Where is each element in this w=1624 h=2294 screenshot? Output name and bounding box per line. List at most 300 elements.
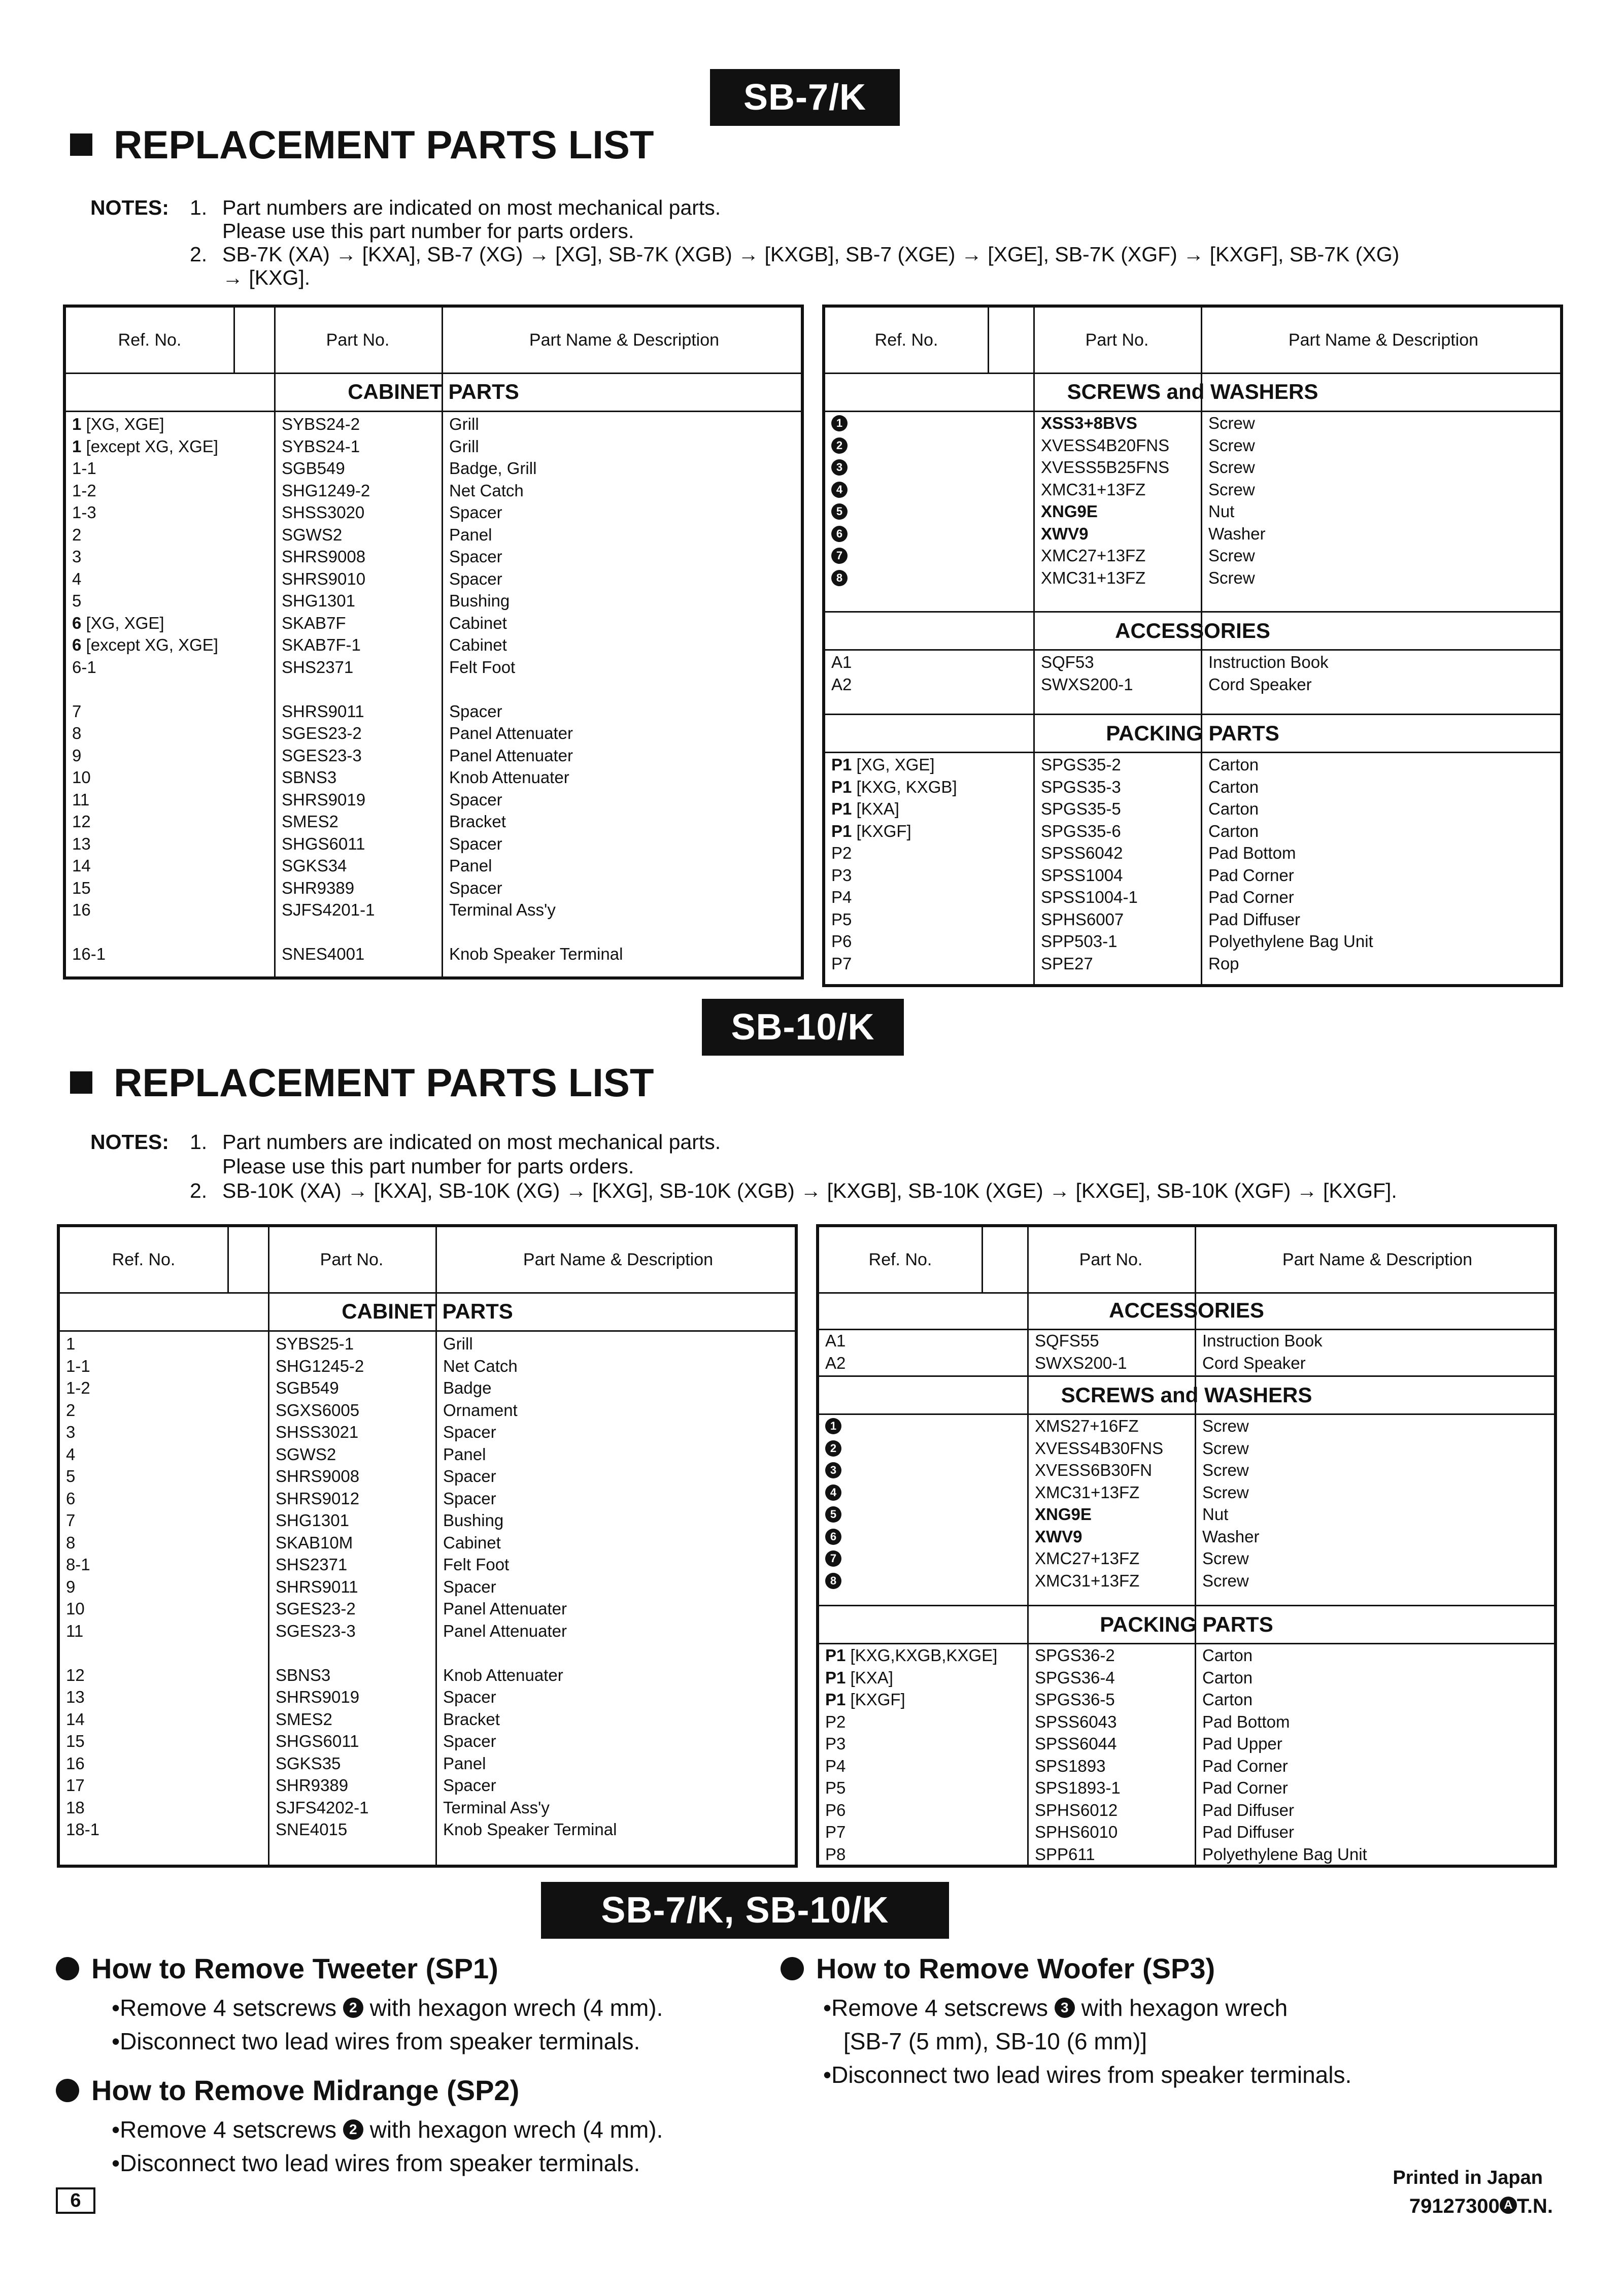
ref-number-icon: 8 [831, 570, 848, 586]
part-no-cell: SPHS6010 [1035, 1823, 1118, 1841]
ref-no-cell: 13 [72, 834, 91, 853]
part-name-cell: Spacer [449, 834, 502, 853]
header-part-no: Part No. [326, 330, 390, 350]
sb10-cabinet-table [57, 1224, 798, 1868]
part-name-cell: Carton [1208, 799, 1259, 818]
part-name-cell: Polyethylene Bag Unit [1208, 932, 1373, 951]
part-no-cell: SHSS3020 [282, 503, 365, 522]
part-name-cell: Screw [1202, 1549, 1249, 1568]
part-name-cell: Polyethylene Bag Unit [1202, 1844, 1367, 1864]
part-no-cell: SHRS9019 [282, 790, 366, 809]
note-text: Please use this part number for parts orders. [222, 219, 634, 243]
table-row [825, 820, 1560, 842]
part-name-cell: Carton [1208, 755, 1259, 774]
tweeter-step-2: •Disconnect two lead wires from speaker terminals. [112, 2028, 640, 2054]
woofer-heading: How to Remove Woofer (SP3) [781, 1952, 1351, 1985]
table-row [66, 943, 801, 965]
part-no-cell: SPHS6007 [1041, 909, 1124, 929]
ref-no-cell: 11 [72, 790, 90, 809]
part-no-cell: SGES23-2 [282, 724, 362, 743]
square-bullet-icon [70, 133, 92, 156]
part-name-cell: Spacer [443, 1577, 496, 1596]
part-no-cell: SPHS6012 [1035, 1800, 1118, 1819]
table-row [66, 921, 801, 943]
part-name-cell: Knob Speaker Terminal [443, 1820, 617, 1839]
part-no-cell: SPS1893 [1035, 1756, 1106, 1775]
part-name-cell: Spacer [443, 1467, 496, 1486]
ref-no-cell: P1 [XG, XGE] [831, 755, 935, 774]
ref-no-cell: 6 [66, 1489, 76, 1508]
part-no-cell: SGB549 [282, 459, 345, 478]
ref-no-cell: 10 [72, 768, 91, 787]
square-bullet-icon [70, 1071, 92, 1094]
part-name-cell: Spacer [449, 503, 502, 522]
section-screws-washers: SCREWS and WASHERS [819, 1377, 1554, 1415]
ref-no-cell: 1-3 [72, 503, 96, 522]
ref-no-cell: P1 [KXGF] [831, 821, 911, 840]
part-no-cell: XSS3+8BVS [1041, 414, 1137, 432]
woofer-step-1-sizes: [SB-7 (5 mm), SB-10 (6 mm)] [843, 2028, 1147, 2054]
table-row [819, 1437, 1554, 1460]
part-no-cell: XVESS6B30FN [1035, 1461, 1153, 1479]
bullet-icon [781, 1957, 804, 1980]
ref-number-icon: 7 [831, 548, 848, 564]
sb10-accessories-table [816, 1224, 1557, 1868]
part-no-cell: SHRS9011 [276, 1577, 358, 1596]
ref-no-cell: 10 [66, 1599, 85, 1618]
part-name-cell: Washer [1208, 524, 1266, 543]
table-row [825, 567, 1560, 589]
part-no-cell: SHRS9008 [282, 547, 366, 566]
part-name-cell: Screw [1202, 1482, 1249, 1502]
table-row [60, 1620, 795, 1642]
table-row [819, 1843, 1554, 1866]
table-row [60, 1333, 795, 1355]
part-name-cell: Spacer [443, 1688, 496, 1706]
ref-no-cell: 16 [72, 900, 91, 919]
part-name-cell: Felt Foot [449, 657, 516, 677]
part-no-cell: SGES23-3 [282, 746, 362, 765]
table-row [825, 864, 1560, 887]
part-name-cell: Carton [1202, 1690, 1253, 1709]
part-name-cell: Panel Attenuater [443, 1599, 567, 1618]
part-no-cell: SPSS6044 [1035, 1734, 1117, 1753]
table-row [60, 1642, 795, 1664]
ref-no-cell: 9 [66, 1577, 76, 1596]
part-name-cell: Pad Corner [1202, 1778, 1288, 1797]
part-name-cell: Carton [1208, 821, 1259, 840]
part-no-cell: SQF53 [1041, 653, 1094, 671]
part-name-cell: Rop [1208, 954, 1239, 973]
ref-number-icon: 6 [831, 526, 848, 542]
note-text: → [KXG]. [222, 266, 311, 289]
table-row [825, 500, 1560, 523]
table-row [60, 1708, 795, 1731]
ref-no-cell: 5 [66, 1467, 76, 1486]
part-name-cell: Spacer [443, 1423, 496, 1441]
part-name-cell: Pad Corner [1208, 865, 1294, 885]
part-no-cell: XMC31+13FZ [1035, 1571, 1140, 1590]
sb7-section-title [70, 122, 654, 168]
table-row [60, 1554, 795, 1576]
ref-no-cell: A1 [825, 1331, 846, 1350]
ref-no-cell: 3 [66, 1423, 76, 1441]
part-no-cell: SBNS3 [276, 1665, 331, 1684]
part-no-cell: SJFS4202-1 [276, 1798, 369, 1817]
table-row [66, 435, 801, 458]
ref-no-cell: P7 [825, 1823, 846, 1841]
sb7-model-badge: SB-7/K [710, 69, 900, 126]
tweeter-step-1: •Remove 4 setscrews 2 with hexagon wrech (4 mm). [112, 1995, 663, 2021]
table-row [819, 1689, 1554, 1711]
ref-no-cell: 13 [66, 1688, 85, 1706]
table-row [60, 1532, 795, 1554]
part-name-cell: Screw [1208, 458, 1255, 477]
part-no-cell: SHR9389 [282, 878, 355, 897]
part-no-cell: XVESS4B30FNS [1035, 1438, 1164, 1458]
part-no-cell: SGKS35 [276, 1753, 341, 1773]
ref-number-icon: 2 [825, 1440, 841, 1457]
part-no-cell: XVESS5B25FNS [1041, 458, 1170, 477]
part-no-cell: SPE27 [1041, 954, 1093, 973]
header-part-name: Part Name & Description [523, 1250, 714, 1269]
part-name-cell: Panel Attenuater [443, 1621, 567, 1640]
part-no-cell: SPP503-1 [1041, 932, 1118, 951]
ref-no-cell: 6 [XG, XGE] [72, 613, 164, 632]
part-name-cell: Spacer [449, 547, 502, 566]
table-row [60, 1443, 795, 1466]
table-header [819, 1227, 1554, 1294]
part-name-cell: Carton [1202, 1668, 1253, 1687]
ref-number-icon: 4 [825, 1485, 841, 1501]
part-no-cell: SPGS35-2 [1041, 755, 1121, 774]
part-name-cell: Ornament [443, 1400, 518, 1420]
part-no-cell: SHGS6011 [276, 1732, 359, 1750]
ref-number-icon: 1 [831, 415, 848, 431]
part-no-cell: SHRS9008 [276, 1467, 360, 1486]
part-name-cell: Spacer [449, 878, 502, 897]
ref-no-cell: 8-1 [66, 1555, 90, 1574]
table-row [60, 1797, 795, 1819]
removal-model-badge: SB-7/K, SB-10/K [541, 1882, 949, 1939]
table-row [825, 673, 1560, 696]
ref-no-cell: A1 [831, 653, 852, 671]
ref-no-cell: 16-1 [72, 944, 106, 963]
part-no-cell: SPGS35-3 [1041, 777, 1121, 796]
ref-no-cell: 1 [XG, XGE] [72, 415, 164, 433]
ref-no-cell: P5 [825, 1778, 846, 1797]
ref-no-cell: 1-1 [72, 459, 96, 478]
part-no-cell: SPGS35-5 [1041, 799, 1121, 818]
part-name-cell: Bushing [449, 591, 510, 610]
ref-no-cell: 7 [66, 1511, 76, 1530]
table-row [66, 590, 801, 612]
ref-no-cell: 8 [72, 724, 82, 743]
table-row [60, 1774, 795, 1797]
table-row [66, 480, 801, 502]
table-row [819, 1330, 1554, 1352]
ref-no-cell: P3 [831, 865, 852, 885]
sb7-notes [90, 195, 1562, 297]
part-no-cell: SKAB10M [276, 1533, 353, 1552]
header-ref-no: Ref. No. [868, 1250, 932, 1269]
ref-no-cell: P1 [KXA] [831, 799, 899, 818]
part-name-cell: Bracket [443, 1709, 500, 1729]
part-no-cell: SPGS35-6 [1041, 821, 1121, 840]
part-name-cell: Nut [1208, 502, 1235, 521]
part-name-cell: Terminal Ass'y [449, 900, 556, 919]
table-row [825, 523, 1560, 545]
ref-no-cell: 3 [72, 547, 82, 566]
header-part-no: Part No. [320, 1250, 384, 1269]
part-no-cell: SNE4015 [276, 1820, 348, 1839]
table-row [825, 651, 1560, 673]
part-no-cell: SBNS3 [282, 768, 337, 787]
table-row [66, 700, 801, 723]
table-row [60, 1818, 795, 1841]
ref-no-cell: 14 [72, 856, 91, 875]
header-part-name: Part Name & Description [529, 330, 720, 350]
note-text: Part numbers are indicated on most mechanical parts. [222, 196, 721, 219]
part-name-cell: Pad Diffuser [1202, 1800, 1294, 1819]
ref-number-icon: 3 [831, 459, 848, 476]
note-number: 2. [190, 243, 208, 266]
part-name-cell: Grill [443, 1334, 473, 1353]
part-name-cell: Cabinet [449, 613, 507, 632]
table-row [60, 1598, 795, 1620]
part-name-cell: Pad Diffuser [1208, 909, 1300, 929]
part-no-cell: SPP611 [1035, 1844, 1095, 1864]
tweeter-heading: How to Remove Tweeter (SP1) [56, 1952, 663, 1985]
ref-no-cell: P1 [KXA] [825, 1668, 893, 1687]
table-row [825, 953, 1560, 975]
part-no-cell: XMC31+13FZ [1041, 480, 1146, 499]
table-header [60, 1227, 795, 1294]
ref-no-cell: 14 [66, 1709, 85, 1729]
part-name-cell: Felt Foot [443, 1555, 510, 1574]
sb7-accessories-table [822, 305, 1563, 987]
part-no-cell: SHRS9012 [276, 1489, 360, 1508]
part-name-cell: Cord Speaker [1202, 1353, 1306, 1372]
part-name-cell: Grill [449, 436, 479, 456]
ref-no-cell: A2 [825, 1353, 846, 1372]
table-row [825, 545, 1560, 567]
table-row [825, 842, 1560, 864]
part-name-cell: Screw [1202, 1438, 1249, 1458]
table-row [819, 1547, 1554, 1570]
part-no-cell: XNG9E [1035, 1505, 1092, 1524]
part-no-cell: XMC31+13FZ [1035, 1482, 1140, 1502]
part-name-cell: Washer [1202, 1527, 1260, 1546]
part-no-cell: SHS2371 [276, 1555, 348, 1574]
table-row [825, 908, 1560, 931]
part-no-cell: XMS27+16FZ [1035, 1416, 1139, 1435]
part-name-cell: Knob Attenuater [443, 1665, 563, 1684]
tweeter-section [56, 1952, 663, 2058]
table-row [819, 1733, 1554, 1755]
ref-no-cell: P4 [825, 1756, 846, 1775]
table-row [60, 1421, 795, 1443]
part-no-cell: SJFS4201-1 [282, 900, 375, 919]
part-name-cell: Knob Attenuater [449, 768, 569, 787]
part-name-cell: Bracket [449, 812, 506, 831]
ref-number-icon: 7 [825, 1550, 841, 1567]
part-no-cell: SYBS25-1 [276, 1334, 354, 1353]
table-row [819, 1570, 1554, 1592]
ref-number-icon: 5 [825, 1506, 841, 1523]
part-no-cell: SPSS1004-1 [1041, 888, 1138, 906]
ref-number-icon: 8 [825, 1573, 841, 1589]
ref-no-cell: P2 [825, 1712, 846, 1731]
part-no-cell: SKAB7F-1 [282, 635, 361, 654]
header-part-no: Part No. [1079, 1250, 1143, 1269]
ref-no-cell: 18 [66, 1798, 85, 1817]
midrange-heading: How to Remove Midrange (SP2) [56, 2074, 663, 2107]
ref-no-cell: P4 [831, 888, 852, 906]
part-no-cell: XWV9 [1041, 524, 1089, 543]
part-no-cell: SKAB7F [282, 613, 346, 632]
table-row [66, 656, 801, 679]
sb10-section-title [70, 1060, 654, 1106]
table-row [825, 776, 1560, 798]
table-row [66, 612, 801, 634]
ref-no-cell: 2 [66, 1400, 76, 1420]
note-number: 1. [190, 1130, 208, 1154]
table-row [819, 1503, 1554, 1526]
sb7-cabinet-table [63, 305, 804, 980]
table-row [66, 524, 801, 546]
note-text: Please use this part number for parts orders. [222, 1155, 634, 1178]
ref-no-cell: P5 [831, 909, 852, 929]
section-accessories: ACCESSORIES [819, 1292, 1554, 1330]
part-no-cell: SHRS9010 [282, 569, 366, 588]
table-row [819, 1415, 1554, 1437]
note-number: 1. [190, 196, 208, 219]
part-no-cell: SGB549 [276, 1378, 339, 1397]
part-name-cell: Nut [1202, 1505, 1229, 1524]
midrange-step-2: •Disconnect two lead wires from speaker terminals. [112, 2150, 640, 2176]
part-no-cell: XVESS4B20FNS [1041, 435, 1170, 455]
part-name-cell: Panel Attenuater [449, 724, 573, 743]
table-row [819, 1777, 1554, 1799]
part-name-cell: Bushing [443, 1511, 504, 1530]
table-row [66, 745, 801, 767]
part-name-cell: Panel [443, 1753, 486, 1773]
part-name-cell: Screw [1208, 414, 1255, 432]
print-mark-icon: A [1500, 2197, 1517, 2214]
woofer-step-1: •Remove 4 setscrews 3 with hexagon wrech [823, 1995, 1288, 2021]
ref-no-cell: P1 [KXG, KXGB] [831, 777, 957, 796]
part-no-cell: SHR9389 [276, 1776, 349, 1795]
ref-no-cell: P1 [KXG,KXGB,KXGE] [825, 1646, 998, 1665]
table-row [66, 877, 801, 899]
part-name-cell: Panel [443, 1444, 486, 1464]
table-row [66, 413, 801, 435]
ref-no-cell: P7 [831, 954, 852, 973]
part-name-cell: Instruction Book [1202, 1331, 1323, 1350]
section-accessories: ACCESSORIES [825, 613, 1560, 651]
part-name-cell: Net Catch [449, 481, 524, 500]
part-no-cell: SMES2 [276, 1709, 332, 1729]
ref-no-cell: A2 [831, 674, 852, 694]
part-no-cell: SGWS2 [282, 525, 343, 544]
ref-no-cell: 1-2 [66, 1378, 90, 1397]
ref-no-cell: 4 [72, 569, 82, 588]
part-no-cell: SGWS2 [276, 1444, 336, 1464]
table-row [66, 855, 801, 877]
note-text: Part numbers are indicated on most mechanical parts. [222, 1130, 721, 1154]
table-row [66, 811, 801, 833]
woofer-section [781, 1952, 1351, 2091]
ref-no-cell: P6 [825, 1800, 846, 1819]
ref-no-cell: 6 [except XG, XGE] [72, 635, 218, 654]
bullet-icon [56, 1957, 79, 1980]
table-header [825, 308, 1560, 374]
header-ref-no: Ref. No. [874, 330, 938, 350]
table-row [60, 1509, 795, 1532]
bullet-icon [56, 2079, 79, 2102]
part-name-cell: Cord Speaker [1208, 674, 1312, 694]
table-row [66, 546, 801, 568]
ref-no-cell: 1-1 [66, 1356, 90, 1375]
part-name-cell: Spacer [449, 790, 502, 809]
part-no-cell: SPSS1004 [1041, 865, 1123, 885]
part-name-cell: Screw [1202, 1461, 1249, 1479]
part-no-cell: SHRS9011 [282, 701, 364, 721]
note-number: 2. [190, 1179, 208, 1202]
sb10-model-badge: SB-10/K [702, 999, 904, 1056]
section-screws-washers: SCREWS and WASHERS [825, 373, 1560, 412]
ref-no-cell: P8 [825, 1844, 846, 1864]
part-name-cell: Pad Diffuser [1202, 1823, 1294, 1841]
part-no-cell: SGXS6005 [276, 1400, 360, 1420]
ref-no-cell: 1 [except XG, XGE] [72, 436, 218, 456]
table-row [60, 1355, 795, 1377]
part-name-cell: Spacer [449, 569, 502, 588]
table-row [60, 1686, 795, 1708]
part-name-cell: Pad Upper [1202, 1734, 1282, 1753]
table-row [60, 1465, 795, 1488]
part-name-cell: Screw [1208, 568, 1255, 587]
part-no-cell: SGES23-2 [276, 1599, 356, 1618]
part-no-cell: SPS1893-1 [1035, 1778, 1121, 1797]
part-no-cell: SWXS200-1 [1035, 1353, 1127, 1372]
part-name-cell: Badge, Grill [449, 459, 537, 478]
print-code: 79127300 A T.N. [1409, 2195, 1553, 2217]
part-no-cell: SGKS34 [282, 856, 347, 875]
part-no-cell: XNG9E [1041, 502, 1098, 521]
ref-no-cell: 7 [72, 701, 82, 721]
ref-no-cell: 1-2 [72, 481, 96, 500]
screw-3-icon: 3 [1055, 1998, 1075, 2018]
sb10-title-text: REPLACEMENT PARTS LIST [114, 1060, 654, 1105]
part-no-cell: SPGS36-5 [1035, 1690, 1115, 1709]
table-row [66, 678, 801, 700]
part-name-cell: Pad Bottom [1202, 1712, 1290, 1731]
part-no-cell: XMC27+13FZ [1035, 1549, 1140, 1568]
table-row [66, 722, 801, 745]
part-name-cell: Screw [1208, 435, 1255, 455]
ref-no-cell: P2 [831, 844, 852, 862]
printed-in: Printed in Japan [1393, 2167, 1543, 2188]
table-row [825, 930, 1560, 953]
part-no-cell: SYBS24-2 [282, 415, 360, 433]
midrange-section [56, 2074, 663, 2180]
part-no-cell: SHG1245-2 [276, 1356, 364, 1375]
section-packing-parts: PACKING PARTS [825, 715, 1560, 753]
part-name-cell: Carton [1208, 777, 1259, 796]
table-row [60, 1752, 795, 1775]
